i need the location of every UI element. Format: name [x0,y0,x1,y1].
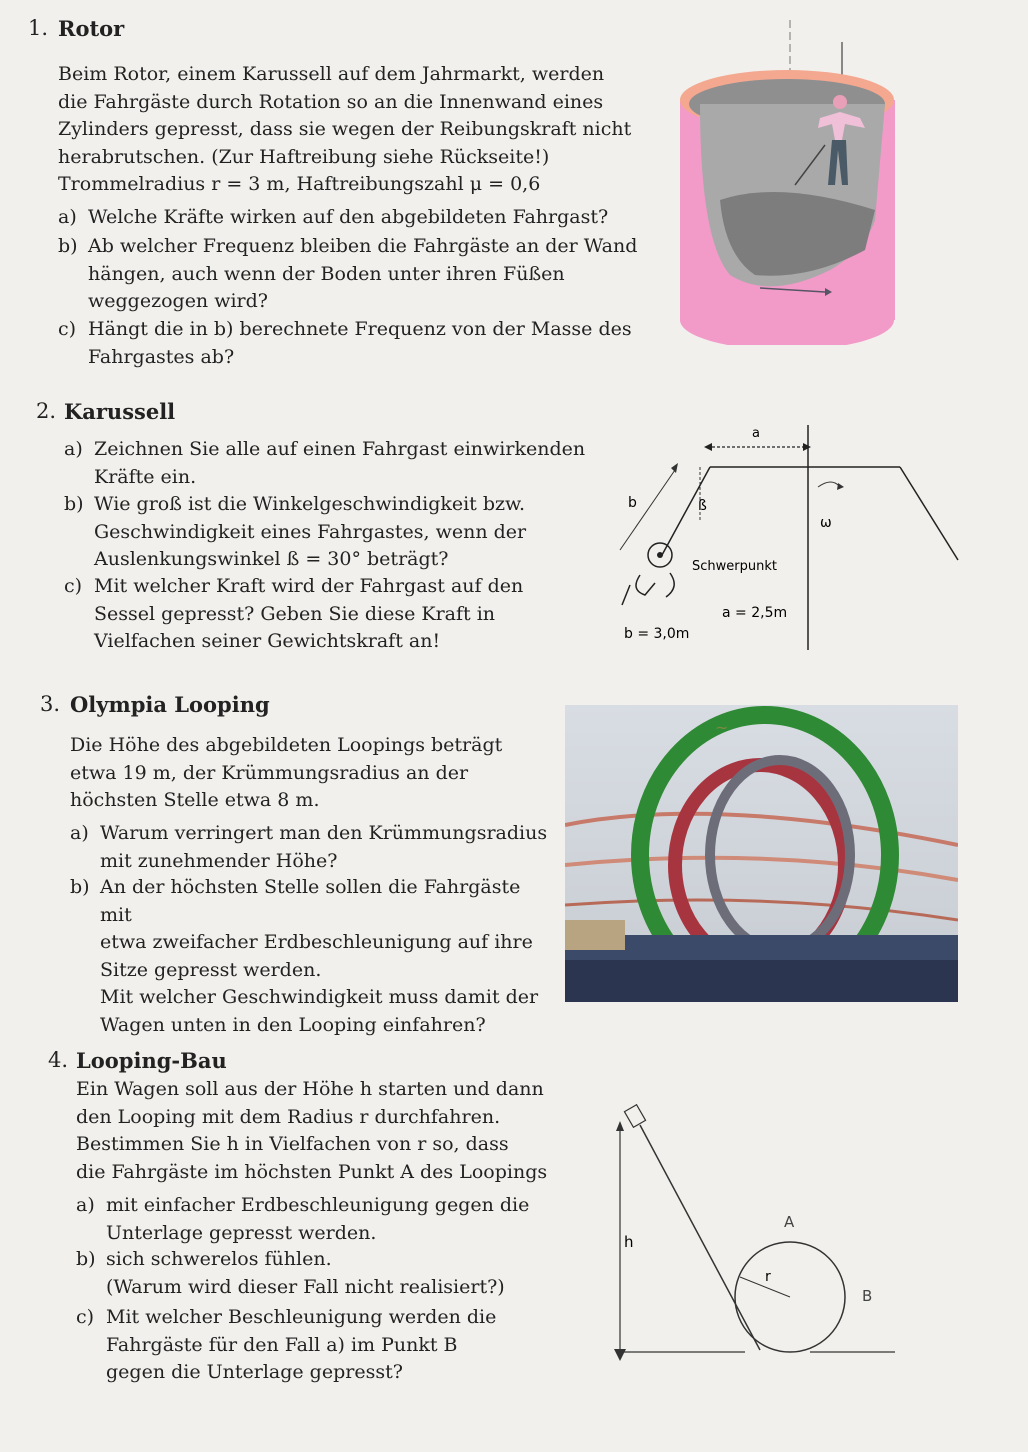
label-a-value: a = 2,5m [722,605,788,621]
section-title: Looping-Bau [76,1048,227,1073]
car-icon [624,1105,645,1128]
question-label: c) [64,575,83,597]
question-text: Hängt die in b) berechnete Frequenz von der Masse des Fahrgastes ab? [88,318,632,368]
section-intro: Die Höhe des abgebildeten Loopings beträgt etwa 19 m, der Krümmungsradius an der höchsten Stelle etwa 8 m. [70,734,503,811]
section-intro: Ein Wagen soll aus der Höhe h starten und dann den Looping mit dem Radius r durchfahren. Bestimmen Sie h in Vielfachen von r so, dass die Fahrgäste im höchsten Punkt A des Loopings [76,1078,548,1183]
question-label: b) [58,235,78,257]
question-label: a) [64,438,83,460]
question-label: b) [76,1248,96,1270]
question-label: c) [58,318,77,340]
label-beta: ß [698,498,707,514]
question-label: a) [76,1194,95,1216]
section-number: 1. [28,16,49,40]
passenger-icon [622,543,674,605]
question-text: Zeichnen Sie alle auf einen Fahrgast einwirkenden Kräfte ein. [94,438,586,488]
question-label: b) [64,493,84,515]
label-a: a [752,426,760,441]
question-text: Wie groß ist die Winkelgeschwindigkeit bzw. Geschwindigkeit eines Fahrgastes, wenn der Auslenkungswinkel ß = 30° beträgt? [94,493,527,570]
question-text: mit einfacher Erdbeschleunigung gegen die Unterlage gepresst werden. [106,1194,530,1244]
question-text: Warum verringert man den Krümmungsradius mit zunehmender Höhe? [100,822,548,872]
question-text: sich schwerelos fühlen. (Warum wird dieser Fall nicht realisiert?) [106,1248,505,1298]
looping-bau-diagram [600,1095,900,1370]
question-label: b) [70,876,90,898]
karussell-diagram [600,415,970,655]
question-text: An der höchsten Stelle sollen die Fahrgäste mit etwa zweifacher Erdbeschleunigung auf ihre Sitze gepresst werden. Mit welcher Geschwindigkeit muss damit der Wagen unten in den Looping einfahren? [100,876,539,1036]
label-h: h [624,1233,634,1251]
label-A: A [784,1213,795,1231]
label-b: b [628,495,637,511]
label-schwerpunkt: Schwerpunkt [692,559,777,574]
question-label: a) [70,822,89,844]
label-r: r [765,1269,771,1285]
question-text: Welche Kräfte wirken auf den abgebildeten Fahrgast? [88,206,609,228]
question-text: Mit welcher Beschleunigung werden die Fahrgäste für den Fall a) im Punkt B gegen die Unterlage gepresst? [106,1306,497,1383]
section-title: Karussell [64,399,176,424]
question-text: Ab welcher Frequenz bleiben die Fahrgäste an der Wand hängen, auch wenn der Boden unter ihren Füßen weggezogen wird? [88,235,638,312]
question-label: c) [76,1306,95,1328]
label-b-value: b = 3,0m [624,626,690,642]
question-label: a) [58,206,77,228]
section-intro: Beim Rotor, einem Karussell auf dem Jahrmarkt, werden die Fahrgäste durch Rotation so an die Innenwand eines Zylinders gepresst, dass sie wegen der Reibungskraft nicht herabrutschen. (Zur Haftreibung siehe Rückseite!) Trommelradius r = 3 m, Haftreibungszahl μ = 0,6 [58,63,632,195]
section-number: 2. [36,399,57,423]
section-number: 4. [48,1048,69,1072]
section-title: Rotor [58,16,125,41]
label-B: B [862,1287,873,1305]
question-text: Mit welcher Kraft wird der Fahrgast auf den Sessel gepresst? Geben Sie diese Kraft in Vielfachen seiner Gewichtskraft an! [94,575,524,652]
svg-text:~: ~ [715,718,729,737]
label-omega: ω [820,515,832,531]
section-number: 3. [40,692,61,716]
section-title: Olympia Looping [70,692,270,717]
looping-photo [565,705,958,1002]
rotor-illustration [660,20,910,345]
